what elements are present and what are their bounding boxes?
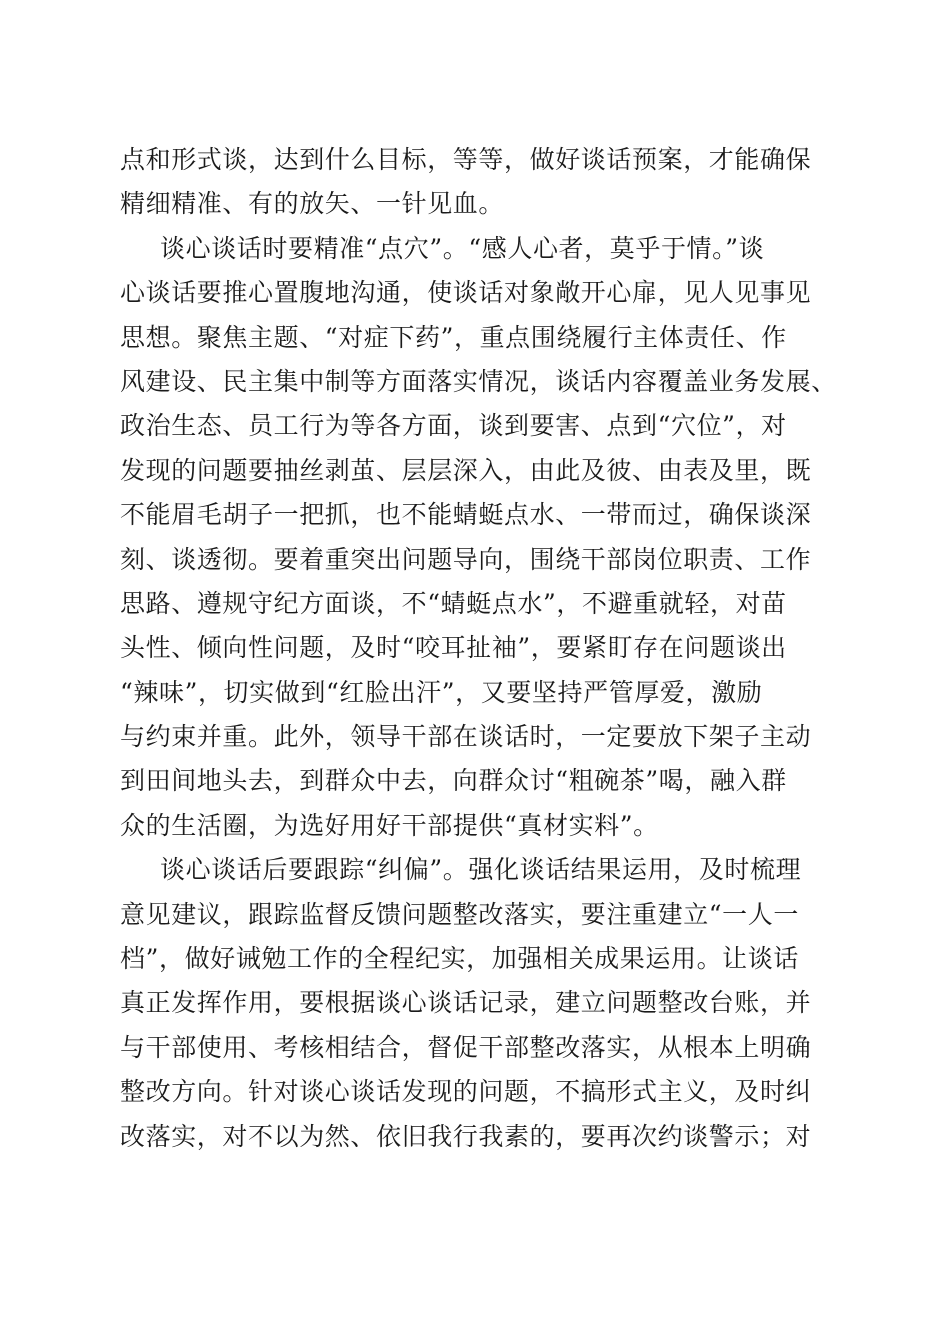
text-line: 发现的问题要抽丝剥茧、层层深入，由此及彼、由表及里，既 <box>120 455 812 485</box>
text-line: 到田间地头去，到群众中去，向群众讨“粗碗茶”喝，融入群 <box>120 766 787 796</box>
text-line: 风建设、民主集中制等方面落实情况，谈话内容覆盖业务发展、 <box>120 366 837 396</box>
text-line: “辣味”，切实做到“红脸出汗”，又要坚持严管厚爱，激励 <box>120 677 763 707</box>
text-line: 与约束并重。此外，领导干部在谈话时，一定要放下架子主动 <box>120 722 812 752</box>
paragraph-start-line: 谈心谈话后要跟踪“纠偏”。强化谈话结果运用，及时梳理 <box>160 855 802 885</box>
text-line: 整改方向。针对谈心谈话发现的问题，不搞形式主义，及时纠 <box>120 1077 812 1107</box>
text-line: 真正发挥作用，要根据谈心谈话记录，建立问题整改台账，并 <box>120 988 812 1018</box>
text-line: 与干部使用、考核相结合，督促干部整改落实，从根本上明确 <box>120 1032 812 1062</box>
text-line: 改落实，对不以为然、依旧我行我素的，要再次约谈警示；对 <box>120 1121 812 1151</box>
text-line: 思想。聚焦主题、“对症下药”，重点围绕履行主体责任、作 <box>120 322 787 352</box>
text-line: 不能眉毛胡子一把抓，也不能蜻蜓点水、一带而过，确保谈深 <box>120 500 812 530</box>
paragraph-start-line: 谈心谈话时要精准“点穴”。“感人心者，莫乎于情。”谈 <box>160 233 765 263</box>
text-line: 点和形式谈，达到什么目标，等等，做好谈话预案，才能确保 <box>120 145 812 174</box>
text-line: 精细精准、有的放矢、一针见血。 <box>120 189 505 219</box>
text-line: 意见建议，跟踪监督反馈问题整改落实，要注重建立“一人一 <box>120 899 799 929</box>
text-line: 刻、谈透彻。要着重突出问题导向，围绕干部岗位职责、工作 <box>120 544 812 574</box>
text-line: 头性、倾向性问题，及时“咬耳扯袖”，要紧盯存在问题谈出 <box>120 633 787 663</box>
text-line: 心谈话要推心置腹地沟通，使谈话对象敞开心扉，见人见事见 <box>120 278 812 308</box>
text-line: 政治生态、员工行为等各方面，谈到要害、点到“穴位”，对 <box>120 411 787 441</box>
body-text <box>120 138 840 1159</box>
text-line: 档”，做好诫勉工作的全程纪实，加强相关成果运用。让谈话 <box>120 944 799 974</box>
text-line: 众的生活圈，为选好用好干部提供“真材实料”。 <box>120 810 659 840</box>
text-line: 思路、遵规守纪方面谈，不“蜻蜓点水”，不避重就轻，对苗 <box>120 588 787 618</box>
